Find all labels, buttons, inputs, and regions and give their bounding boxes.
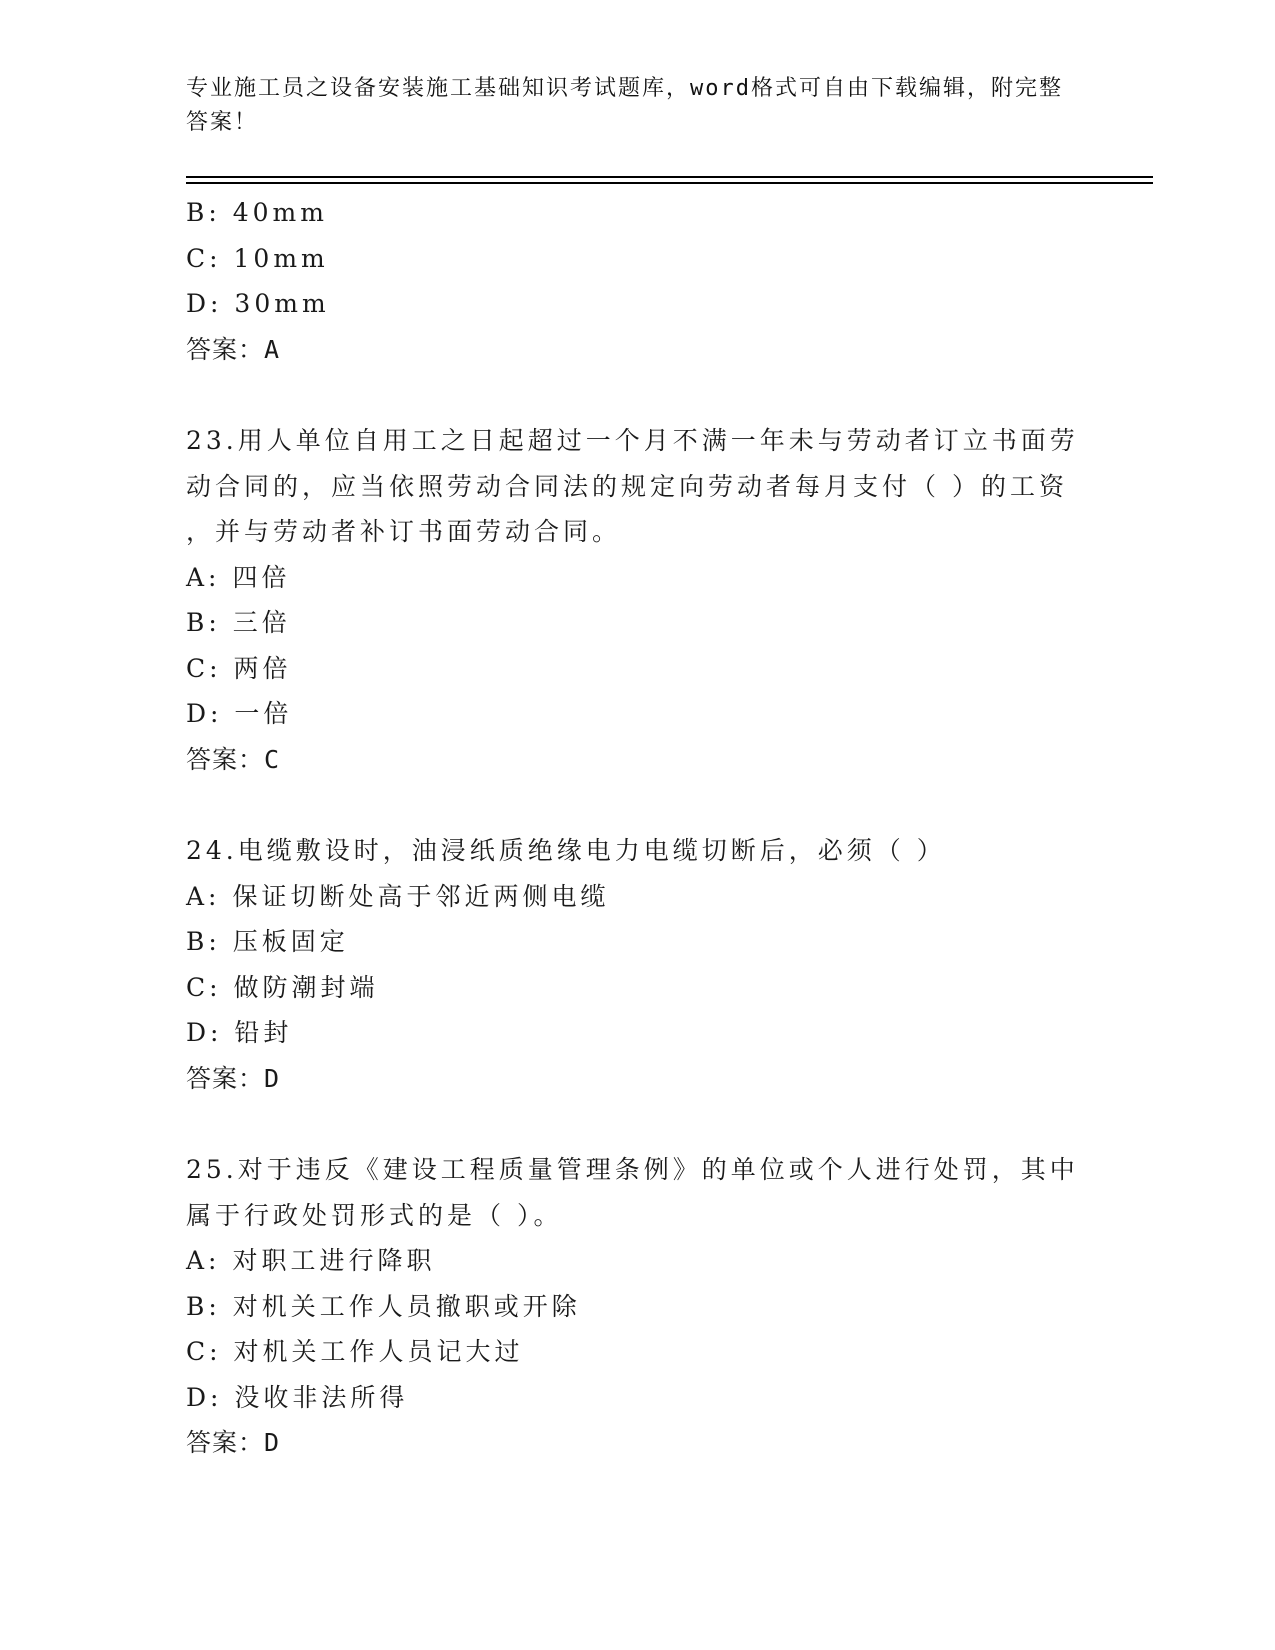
question-text-line: 23.用人单位自用工之日起超过一个月不满一年未与劳动者订立书面劳	[186, 426, 1079, 455]
option-a: A: 保证切断处高于邻近两侧电缆	[186, 881, 610, 911]
option-a: A: 对职工进行降职	[186, 1246, 436, 1275]
question-text-line: 动合同的，应当依照劳动合同法的规定向劳动者每月支付（ ）的工资	[186, 471, 1068, 501]
document-body	[186, 190, 1086, 1466]
option-b: B: 压板固定	[186, 927, 349, 956]
answer: 答案：A	[186, 334, 281, 364]
question-25	[186, 1147, 1086, 1466]
option-c: C: 做防潮封端	[186, 972, 379, 1002]
option-b: B: 40mm	[186, 198, 328, 227]
question-text-line: ，并与劳动者补订书面劳动合同。	[186, 517, 622, 546]
question-text-line: 24.电缆敷设时，油浸纸质绝缘电力电缆切断后，必须（ ）	[186, 836, 946, 865]
option-c: C: 对机关工作人员记大过	[186, 1337, 524, 1366]
question-text-line: 25.对于违反《建设工程质量管理条例》的单位或个人进行处罚，其中	[186, 1155, 1079, 1184]
question-text-line: 属于行政处罚形式的是（ ）。	[186, 1200, 563, 1230]
option-d: D: 一倍	[186, 699, 293, 728]
page-header: 专业施工员之设备安装施工基础知识考试题库，word格式可自由下载编辑，附完整答案！	[186, 76, 1063, 135]
option-d: D: 没收非法所得	[186, 1382, 409, 1412]
answer: 答案：C	[186, 744, 281, 774]
question-23	[186, 418, 1086, 782]
option-d: D: 30mm	[186, 289, 330, 318]
answer: 答案：D	[186, 1428, 281, 1457]
option-b: B: 三倍	[186, 608, 291, 637]
question-24	[186, 828, 1086, 1101]
option-a: A: 四倍	[186, 562, 291, 592]
option-d: D: 铅封	[186, 1018, 293, 1047]
continued-question	[186, 190, 1086, 372]
option-c: C: 两倍	[186, 653, 292, 683]
header-divider-top	[186, 176, 1153, 178]
option-b: B: 对机关工作人员撤职或开除	[186, 1291, 581, 1321]
option-c: C: 10mm	[186, 243, 329, 273]
header-divider-bottom	[186, 182, 1153, 184]
answer: 答案：D	[186, 1063, 281, 1093]
